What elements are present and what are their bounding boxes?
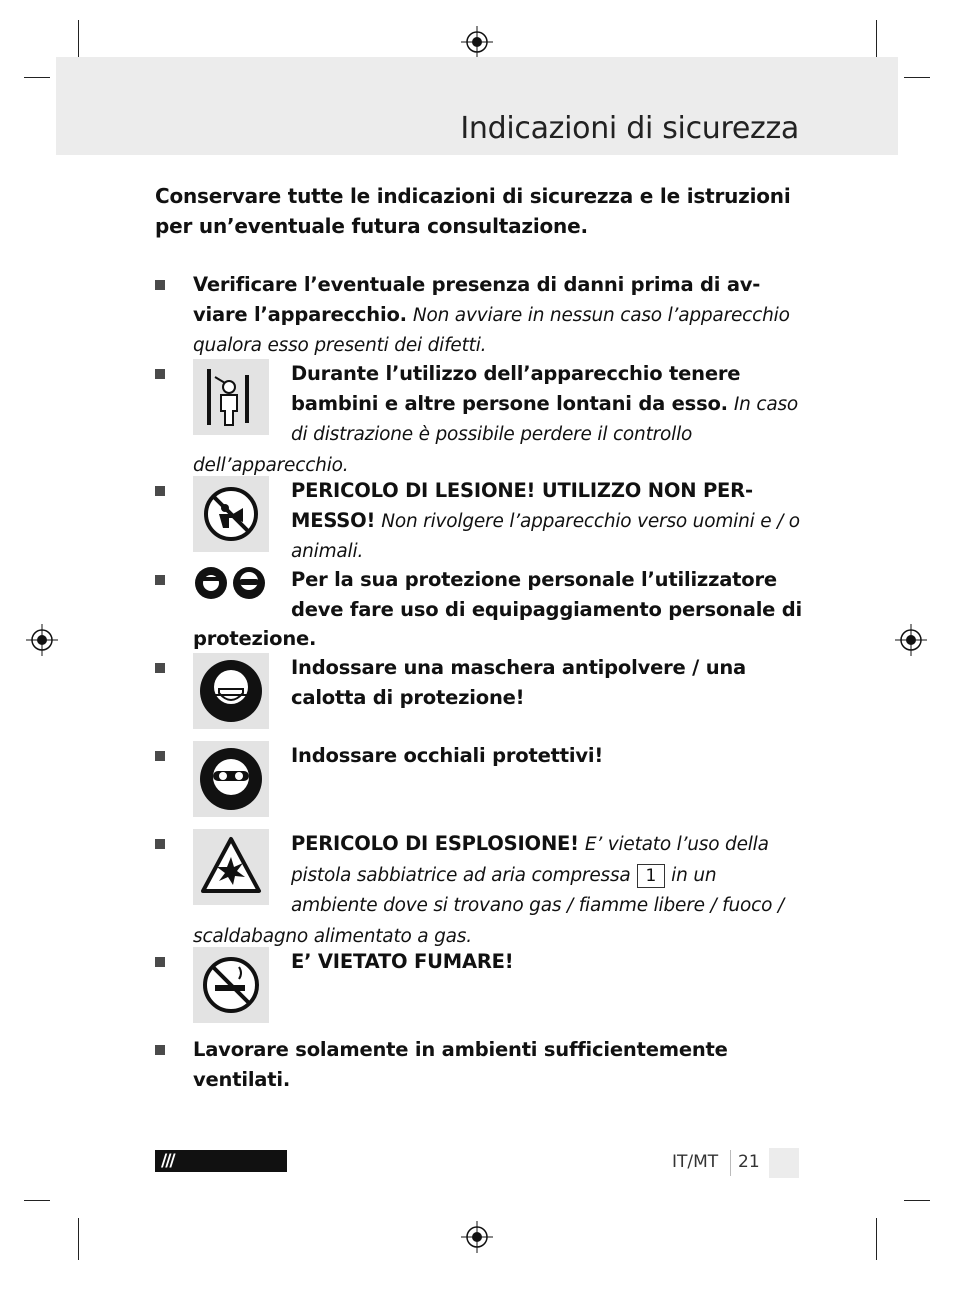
item-bold-text: Lavorare solamente in ambienti sufficientemente ventilati. <box>193 1038 728 1091</box>
item-italic-text: in un ambiente dove si trovano gas / fiamme libere / fuoco / scaldabagno alimentato a gas. <box>193 864 784 947</box>
intro-text: Conservare tutte le indicazioni di sicurezza e le istruzioni per un’eventuale futura consultazione. <box>155 184 791 238</box>
brand-logo <box>155 1150 287 1193</box>
item-bold-text: Indossare una maschera antipolvere / una calotta di protezione! <box>291 656 747 709</box>
list-item <box>155 829 805 951</box>
explosion-warning-icon <box>193 829 269 905</box>
item-italic-text: In caso di distrazione è possibile perdere il controllo dell’apparecchio. <box>193 393 799 476</box>
brand-name: PARKSIDE <box>155 1173 250 1193</box>
crop-mark <box>24 77 50 78</box>
footer-tab-marker <box>769 1148 799 1178</box>
crop-mark <box>876 1218 877 1260</box>
list-item <box>155 476 805 567</box>
safety-goggles-icon <box>193 741 269 817</box>
list-item <box>155 741 805 817</box>
crop-mark <box>78 20 79 62</box>
registration-mark-icon <box>26 624 58 656</box>
keep-children-away-icon <box>193 359 269 435</box>
do-not-point-at-people-icon <box>193 476 269 552</box>
crop-mark <box>876 20 877 62</box>
page-title: Indicazioni di sicurezza <box>460 111 799 146</box>
bullet <box>155 486 165 496</box>
item-bold-text: Per la sua protezione personale l’utilizzatore deve fare uso di equipaggiamento personale di protezione. <box>193 568 803 650</box>
page-number: 21 <box>738 1152 760 1172</box>
dust-mask-icon <box>193 653 269 729</box>
item-bold-text: Indossare occhiali protettivi! <box>291 744 604 767</box>
ear-and-eye-protection-icon <box>193 565 269 601</box>
bullet <box>155 751 165 761</box>
crop-mark <box>78 1218 79 1260</box>
bullet <box>155 957 165 967</box>
item-bold-text: PERICOLO DI LESIONE! UTILIZZO NON PER-MESSO! <box>291 479 753 532</box>
list-item <box>155 653 805 729</box>
item-italic-text: Non avviare in nessun caso l’apparecchio qualora esso presenti dei difetti. <box>193 304 790 356</box>
registration-mark-icon <box>895 624 927 656</box>
bullet <box>155 839 165 849</box>
crop-mark <box>24 1200 50 1201</box>
bullet <box>155 1045 165 1055</box>
footer-divider <box>730 1150 731 1176</box>
item-bold-text: Verificare l’eventuale presenza di danni prima di av-viare l’apparecchio. <box>193 273 761 326</box>
registration-mark-icon <box>461 1221 493 1253</box>
language-code: IT/MT <box>672 1152 719 1172</box>
bullet <box>155 369 165 379</box>
bullet <box>155 575 165 585</box>
list-item <box>155 565 805 654</box>
item-italic-text: E’ vietato l’uso della pistola sabbiatrice ad aria compressa <box>291 834 769 886</box>
logo-slashes-icon: /// <box>161 1151 174 1171</box>
crop-mark <box>904 1200 930 1201</box>
list-item <box>155 270 805 361</box>
crop-mark <box>904 77 930 78</box>
list-item <box>155 359 805 480</box>
registration-mark-icon <box>461 26 493 58</box>
item-bold-text: PERICOLO DI ESPLOSIONE! <box>291 832 579 855</box>
list-item <box>155 947 805 1023</box>
list-item <box>155 1035 805 1094</box>
bullet <box>155 663 165 673</box>
item-bold-text: E’ VIETATO FUMARE! <box>291 950 514 973</box>
reference-number-badge: 1 <box>637 864 666 888</box>
bullet <box>155 280 165 290</box>
no-smoking-icon <box>193 947 269 1023</box>
item-bold-text: Durante l’utilizzo dell’apparecchio tenere bambini e altre persone lontani da esso. <box>291 362 741 415</box>
item-italic-text: Non rivolgere l’apparecchio verso uomini e / o animali. <box>291 510 800 562</box>
